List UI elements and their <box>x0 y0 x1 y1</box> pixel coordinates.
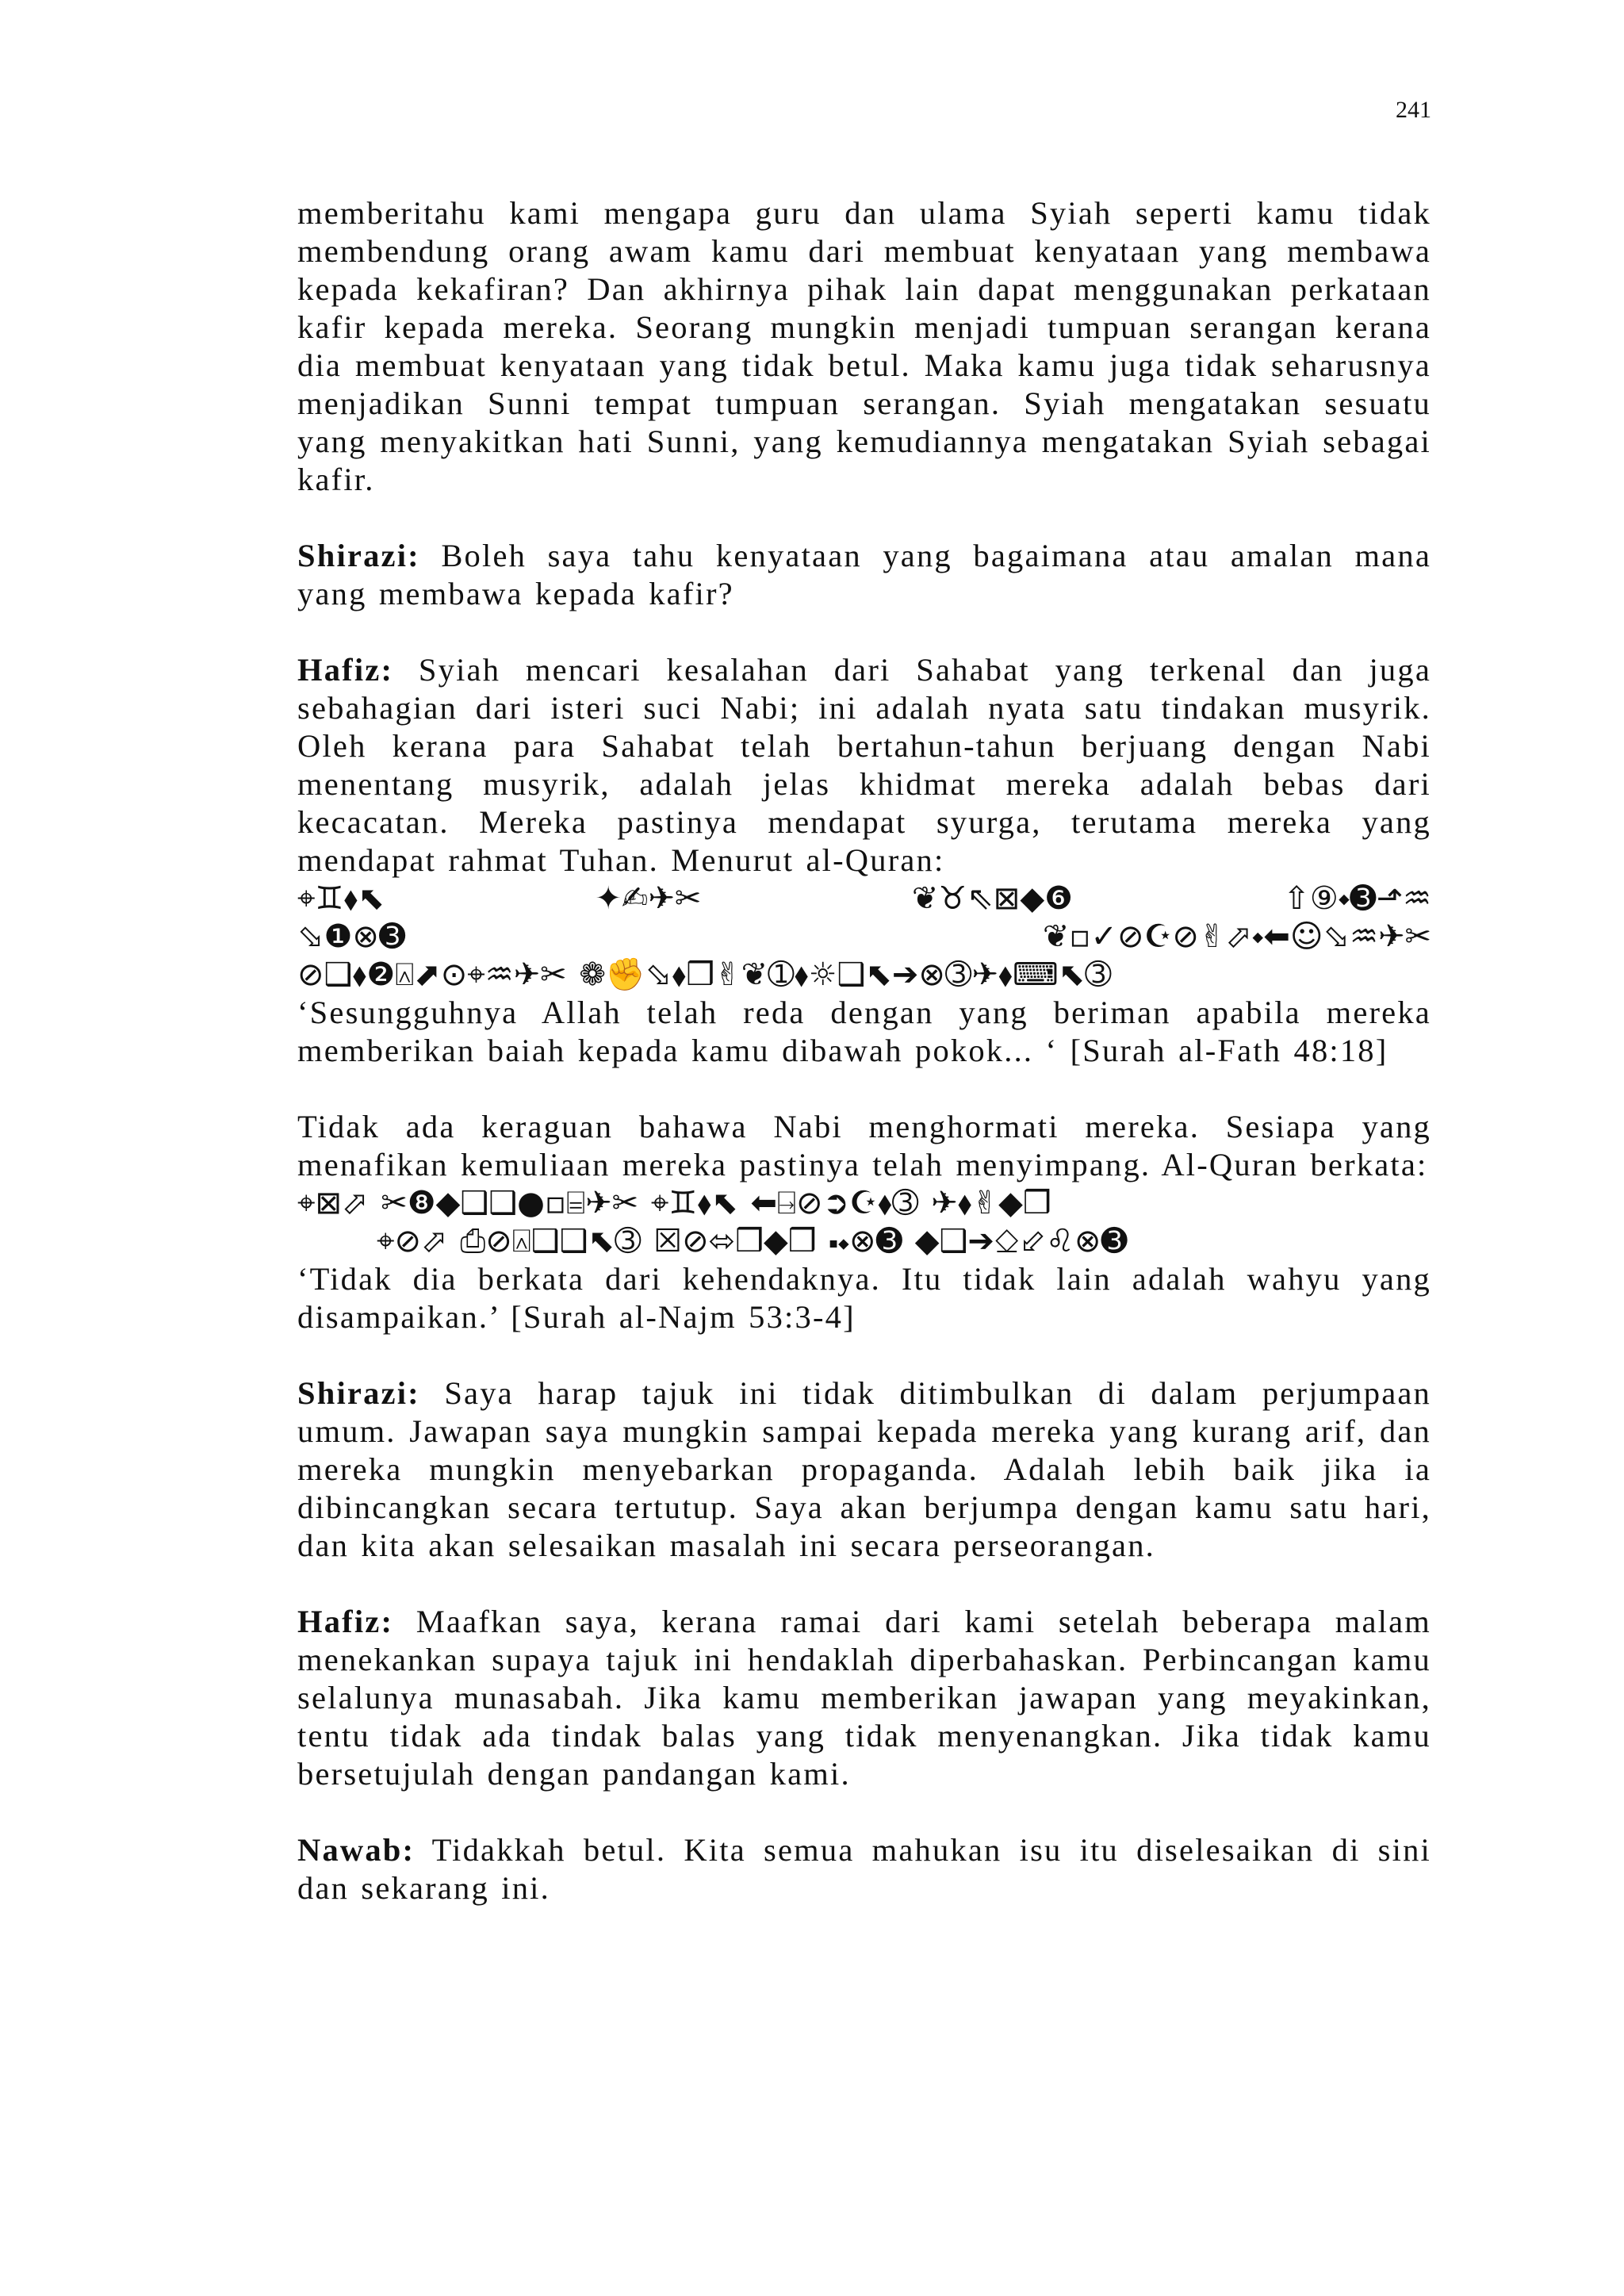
document-body <box>297 194 1431 1945</box>
verse-glyph-group: ⇧⑨⬩➌⬏♒ <box>1283 880 1431 917</box>
paragraph-nawab <box>297 1831 1431 1907</box>
page-number: 241 <box>1396 97 1431 123</box>
verse-glyph-group: ⌖♊⬧⬉ <box>297 880 385 917</box>
speaker-label: Shirazi: <box>297 538 420 573</box>
speech-text: Boleh saya tahu kenyataan yang bagaimana atau amalan mana yang membawa kepada kafir? <box>297 538 1431 611</box>
verse-translation-fath: ‘Sesungguhnya Allah telah reda dengan yang beriman apabila mereka memberikan baiah kepada kamu dibawah pokok... ‘ [Surah al-Fath 48:18] <box>297 995 1431 1068</box>
speech-text: Syiah mencari kesalahan dari Sahabat yang terkenal dan juga sebahagian dari isteri suci Nabi; ini adalah nyata satu tindakan musyrik. Oleh kerana para Sahabat telah bertahun-tahun berjuang dengan Nabi menentang musyrik, adalah jelas khidmat mereka adalah bebas dari kecacatan. Mereka pastinya mendapat syurga, terutama mereka yang mendapat rahmat Tuhan. Menurut al-Quran: <box>297 652 1431 878</box>
speech-text: Saya harap tajuk ini tidak ditimbulkan di dalam perjumpaan umum. Jawapan saya mungkin sampai kepada mereka yang kurang arif, dan mereka mungkin menyebarkan propaganda. Adalah lebih baik jika ia dibincangkan secara tertutup. Saya akan berjumpa dengan kamu satu hari, dan kita akan selesaikan masalah ini secara perseorangan. <box>297 1375 1431 1563</box>
verse-glyph-group: ❦♉⇖⊠◆❻ <box>911 880 1073 917</box>
paragraph-hafiz-sahabat <box>297 651 1431 880</box>
paragraph-intro: memberitahu kami mengapa guru dan ulama Syiah seperti kamu tidak membendung orang awam kamu dari membuat kenyataan yang membawa kepada kekafiran? Dan akhirnya pihak lain dapat menggunakan perkataan kafir kepada mereka. Seorang mungkin menjadi tumpuan serangan kerana dia membuat kenyataan yang tidak betul. Maka kamu juga tidak seharusnya menjadikan Sunni tempat tumpuan serangan. Syiah mengatakan sesuatu yang menyakitkan hati Sunni, yang kemudiannya mengatakan Syiah sebagai kafir. <box>297 195 1431 497</box>
quran-verse-glyphs <box>297 880 1431 918</box>
speech-text: Tidakkah betul. Kita semua mahukan isu itu diselesaikan di sini dan sekarang ini. <box>297 1832 1431 1906</box>
speaker-label: Hafiz: <box>297 652 394 688</box>
quran-verse-glyphs <box>297 918 1431 956</box>
speaker-label: Nawab: <box>297 1832 416 1868</box>
verse-translation-najm: ‘Tidak dia berkata dari kehendaknya. Itu tidak lain adalah wahyu yang disampaikan.’ [Surah al-Najm 53:3-4] <box>297 1261 1431 1335</box>
quran-verse-glyphs: ⌖⊠⬀ ✂❽◆❑❑●▫⌸✈✂︎ ⌖♊⬧⬉ ⬅⍈⊘➲☪⬧➂ ✈⬧✌◆❒ <box>297 1185 1051 1221</box>
speaker-label: Shirazi: <box>297 1375 420 1411</box>
paragraph-shirazi-private <box>297 1374 1431 1565</box>
verse-glyph-group: ⬂❶⊗➌ <box>297 918 406 955</box>
paragraph-hafiz-apology <box>297 1603 1431 1793</box>
paragraph-nabi-honor: Tidak ada keraguan bahawa Nabi menghormati mereka. Sesiapa yang menafikan kemuliaan mereka pastinya telah menyimpang. Al-Quran berkata: <box>297 1109 1431 1182</box>
verse-glyph-group: ✦✍︎✈✂︎ <box>595 880 702 917</box>
speaker-label: Hafiz: <box>297 1604 394 1639</box>
verse-glyph-group: ❦▫✓⊘☪⊘✌⬀⬩⬅☺⬂♒✈✂︎ <box>1042 918 1431 955</box>
quran-verse-glyphs: ⊘❑⬧❷⍓⬈⊙⌖♒✈✂︎ ❁✊⬂⬧❒✌❦➀⬧☼❑⬉➔⊗➂✈⬧⌨⬉➂ <box>297 956 1112 993</box>
speech-text: Maafkan saya, kerana ramai dari kami setelah beberapa malam menekankan supaya tajuk ini hendaklah diperbahaskan. Perbincangan kamu selalunya munasabah. Jika kamu memberikan jawapan yang meyakinkan, tentu tidak ada tindak balas yang tidak menyenangkan. Jika tidak kamu bersetujulah dengan pandangan kami. <box>297 1604 1431 1792</box>
paragraph-shirazi-question <box>297 537 1431 613</box>
quran-verse-glyphs: ⌖⊘⬀ ⎙⊘⍓❑❑⬉➂ ☒⊘⬄❒◆❒ ⬝⬩⊗➌ ◆❑➔⎐⬃♌⊗➌ <box>377 1223 1128 1259</box>
